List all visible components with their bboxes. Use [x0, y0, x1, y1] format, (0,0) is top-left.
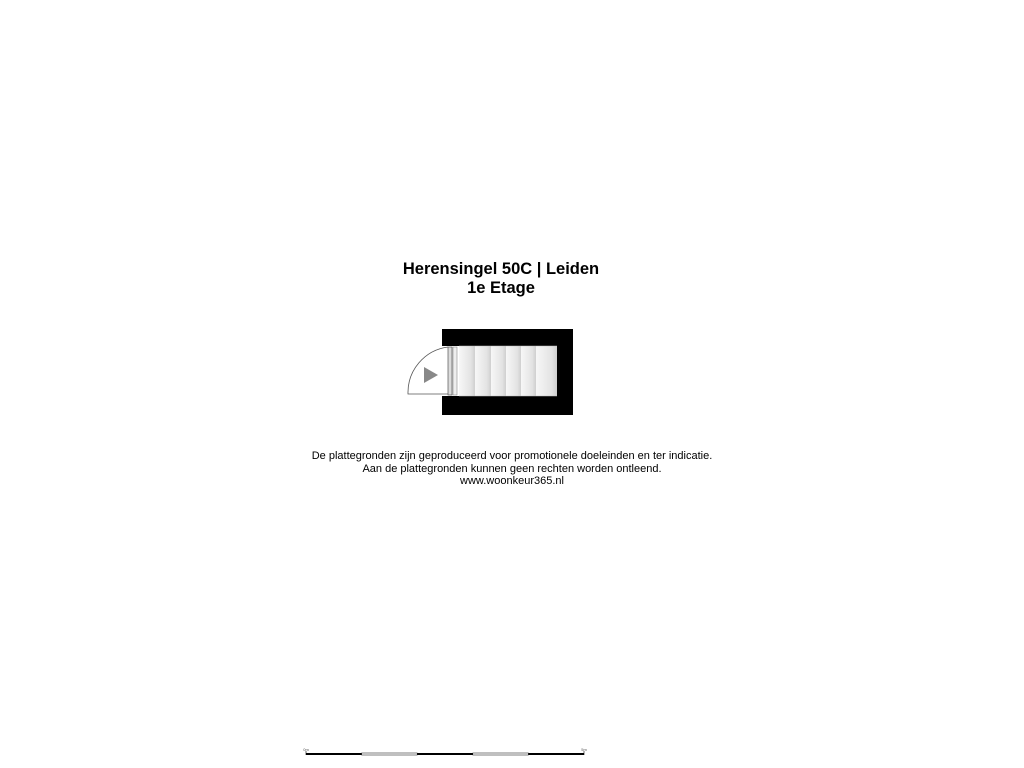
stair-step — [506, 346, 521, 396]
scale-end-label: 5m — [581, 747, 587, 752]
stair-step — [521, 346, 536, 396]
scale-bar — [300, 744, 590, 760]
title-block — [0, 260, 1002, 298]
scale-segment — [528, 753, 584, 755]
scale-segments — [306, 751, 584, 755]
disclaimer-line-2: Aan de plattegronden kunnen geen rechten worden ontleend. — [362, 462, 662, 475]
stair-step — [536, 346, 557, 396]
scale-start-label: 0m — [303, 747, 309, 752]
staircase — [459, 346, 557, 396]
stair-step — [475, 346, 491, 396]
door-frame — [453, 347, 457, 395]
scale-segment — [362, 753, 418, 755]
scale-segment — [473, 753, 529, 755]
disclaimer — [0, 450, 1024, 488]
stair-direction-arrow-icon — [424, 367, 438, 383]
floor-title: 1e Etage — [467, 279, 535, 297]
scale-segment — [417, 753, 473, 755]
stair-step — [491, 346, 506, 396]
website-link: www.woonkeur365.nl — [460, 475, 564, 487]
floor-plan — [400, 320, 590, 430]
scale-segment — [306, 753, 362, 755]
door-leaf — [448, 347, 452, 395]
address-title: Herensingel 50C | Leiden — [402, 260, 600, 278]
stair-step — [459, 346, 475, 396]
disclaimer-line-1: De plattegronden zijn geproduceerd voor promotionele doeleinden en ter indicatie. — [311, 450, 713, 462]
